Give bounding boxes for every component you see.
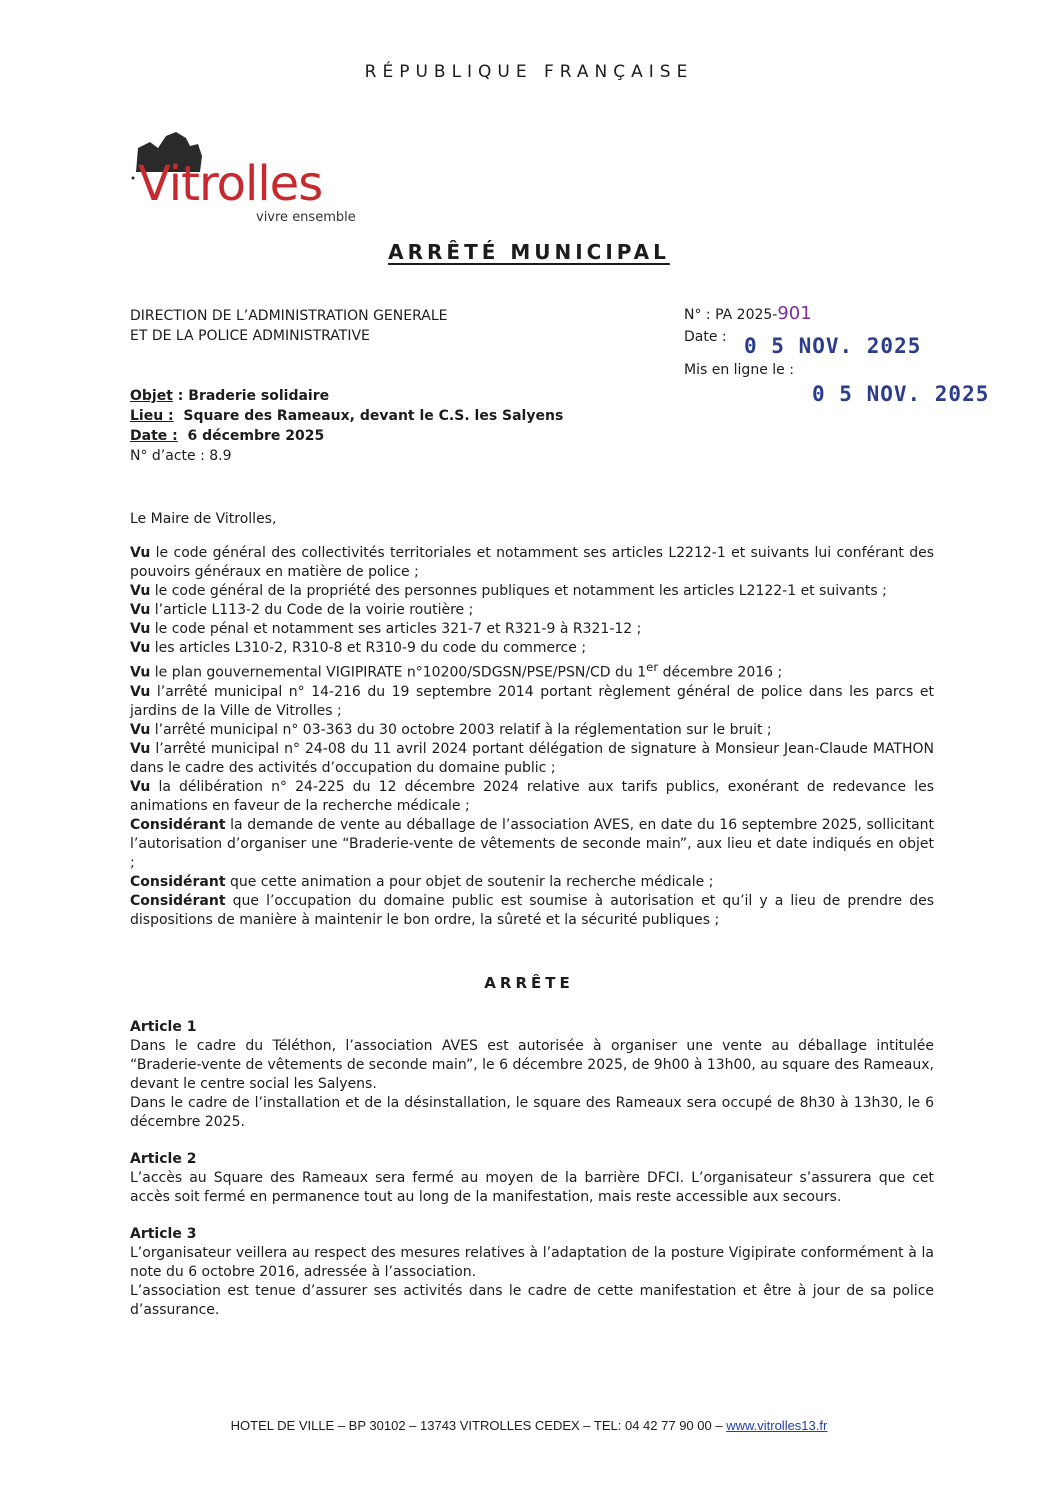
date-stamp: 0 5 NOV. 2025 bbox=[744, 334, 922, 358]
logo-tagline: vivre ensemble bbox=[256, 210, 356, 225]
articles-list bbox=[130, 1018, 934, 1338]
date-label: Date : bbox=[130, 428, 178, 444]
article-title: Article 3 bbox=[130, 1226, 197, 1242]
reference-number-label: N° : PA 2025- bbox=[684, 307, 778, 323]
footer-website-link[interactable]: www.vitrolles13.fr bbox=[726, 1418, 828, 1433]
article-title: Article 1 bbox=[130, 1019, 197, 1035]
preamble-item: Vu le code général des collectivités territoriales et notamment ses articles L2212-1 et suivants lui conférant des pouvoirs généraux en matière de police ; bbox=[130, 545, 934, 580]
lieu-value: Square des Rameaux, devant le C.S. les Salyens bbox=[183, 408, 564, 424]
direction-line-2: ET DE LA POLICE ADMINISTRATIVE bbox=[130, 328, 370, 344]
preamble-list bbox=[130, 544, 934, 930]
preamble-item: Vu le code pénal et notamment ses articles 321-7 et R321-9 à R321-12 ; bbox=[130, 621, 642, 637]
preamble-item: Vu l’arrêté municipal n° 03-363 du 30 octobre 2003 relatif à la réglementation sur le bruit ; bbox=[130, 721, 772, 738]
lieu-label: Lieu : bbox=[130, 408, 174, 424]
article-paragraph: Dans le cadre de l’installation et de la désinstallation, le square des Rameaux sera occupé de 8h30 à 13h30, le 6 décembre 2025. bbox=[130, 1095, 934, 1130]
article-1 bbox=[130, 1018, 934, 1132]
reference-number-handwritten: 901 bbox=[777, 303, 812, 324]
objet-value: Braderie solidaire bbox=[188, 388, 330, 404]
footer-address: HOTEL DE VILLE – BP 30102 – 13743 VITROLLES CEDEX – TEL: 04 42 77 90 00 – bbox=[230, 1418, 727, 1433]
preamble-item: Vu le code général de la propriété des personnes publiques et notamment les articles L2122-1 et suivants ; bbox=[130, 583, 887, 599]
arrete-heading: ARRÊTE bbox=[484, 974, 574, 992]
preamble-item: Vu le plan gouvernemental VIGIPIRATE n°10200/SDGSN/PSE/PSN/CD du 1er décembre 2016 ; bbox=[130, 660, 783, 681]
preamble-item: Considérant la demande de vente au déballage de l’association AVES, en date du 16 septembre 2025, sollicitant l’autorisation d’organiser une “Braderie-vente de vêtements de seconde main”, aux lieu et date indiqués en objet ; bbox=[130, 816, 935, 871]
mayor-intro: Le Maire de Vitrolles, bbox=[130, 511, 277, 527]
preamble-item: Vu les articles L310-2, R310-8 et R310-9 du code du commerce ; bbox=[130, 640, 587, 656]
document-title: ARRÊTÉ MUNICIPAL bbox=[388, 240, 670, 264]
preamble-item: Vu l’article L113-2 du Code de la voirie routière ; bbox=[130, 602, 474, 618]
republic-header: RÉPUBLIQUE FRANÇAISE bbox=[364, 62, 694, 82]
article-paragraph: L’association est tenue d’assurer ses activités dans le cadre de cette manifestation et être à jour de sa police d’assurance. bbox=[130, 1283, 934, 1318]
object-block: Objet : Braderie solidaire Lieu : Square des Rameaux, devant le C.S. les Salyens Date : 6 décembre 2025 N° d’acte : 8.9 bbox=[130, 388, 564, 464]
article-3 bbox=[130, 1225, 934, 1320]
article-paragraph: L’organisateur veillera au respect des mesures relatives à l’adaptation de la posture Vigipirate conformément à la note du 6 octobre 2016, adressée à l’association. bbox=[130, 1245, 934, 1280]
article-2 bbox=[130, 1150, 934, 1207]
preamble-item: Considérant que l’occupation du domaine public est soumise à autorisation et qu’il y a lieu de prendre des dispositions de manière à maintenir le bon ordre, la sûreté et la sécurité publiques ; bbox=[130, 892, 935, 928]
objet-label: Objet bbox=[130, 388, 173, 404]
preamble-item: Vu l’arrêté municipal n° 24-08 du 11 avril 2024 portant délégation de signature à Monsieur Jean-Claude MATHON dans le cadre des activités d’occupation du domaine public ; bbox=[130, 740, 934, 776]
issuing-direction bbox=[130, 306, 447, 346]
preamble-item: Considérant que cette animation a pour objet de soutenir la recherche médicale ; bbox=[130, 873, 714, 890]
article-title: Article 2 bbox=[130, 1151, 197, 1167]
preamble-item: Vu la délibération n° 24-225 du 12 décembre 2024 relative aux tarifs publics, exonérant de redevance les animations en faveur de la recherche médicale ; bbox=[130, 778, 934, 814]
logo-wordmark: Vitrolles bbox=[138, 156, 323, 212]
page-footer bbox=[0, 1418, 1058, 1433]
article-paragraph: L’accès au Square des Rameaux sera fermé au moyen de la barrière DFCI. L’organisateur s’assurera que cet accès soit fermé en permanence tout au long de la manifestation, mais reste accessible aux secours. bbox=[130, 1170, 934, 1205]
acte-number: N° d’acte : 8.9 bbox=[130, 448, 232, 464]
online-date-stamp: 0 5 NOV. 2025 bbox=[812, 382, 990, 406]
date-value: 6 décembre 2025 bbox=[187, 428, 325, 444]
preamble-item: Vu l’arrêté municipal n° 14-216 du 19 septembre 2014 portant règlement général de police dans les parcs et jardins de la Ville de Vitrolles ; bbox=[130, 683, 935, 719]
reference-date-label: Date : bbox=[684, 329, 727, 345]
vitrolles-logo bbox=[128, 128, 388, 228]
direction-line-1: DIRECTION DE L’ADMINISTRATION GENERALE bbox=[130, 308, 448, 324]
article-paragraph: Dans le cadre du Téléthon, l’association AVES est autorisée à organiser une vente au déballage intitulée “Braderie-vente de vêtements de seconde main”, le 6 décembre 2025, de 9h00 à 13h00, au square des Rameaux, devant le centre social les Salyens. bbox=[130, 1038, 934, 1092]
online-date-label: Mis en ligne le : bbox=[684, 362, 794, 378]
